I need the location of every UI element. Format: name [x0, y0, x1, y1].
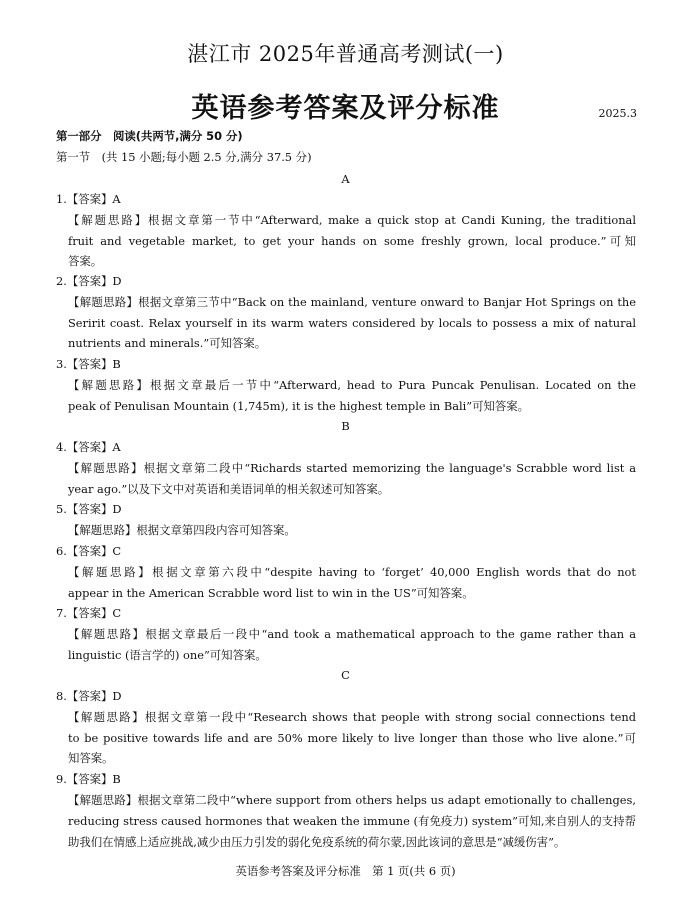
answer-line: 7.【答案】C	[56, 606, 122, 620]
explanation-line: 【解题思路】根据文章最后一节中“Afterward, head to Pura Puncak Penulisan. Located on the	[68, 378, 636, 392]
explanation-line: fruit and vegetable market, to get your hands on some freshly grown, local produce.”可知	[68, 234, 636, 248]
answer-line: 2.【答案】D	[56, 274, 122, 288]
answer-line: 9.【答案】B	[56, 772, 121, 786]
explanation-line: 【解题思路】根据文章第三节中“Back on the mainland, venture onward to Banjar Hot Springs on the	[68, 295, 636, 309]
explanation-line: reducing stress caused hormones that weaken the immune (有免疫力) system”可知,来自别人的支持帮	[68, 814, 636, 828]
answer-line: 8.【答案】D	[56, 689, 122, 703]
explanation-line: 【解题思路】根据文章第四段内容可知答案。	[68, 523, 296, 537]
part-heading: 第一部分 阅读(共两节,满分 50 分)	[56, 129, 243, 143]
document-title: 英语参考答案及评分标准	[191, 93, 500, 124]
exam-title: 湛江市 2025年普通高考测试(一)	[187, 42, 504, 66]
passage-label-a: A	[341, 172, 350, 186]
passage-label-b: B	[341, 419, 350, 433]
explanation-line: appear in the American Scrabble word list to win in the US”可知答案。	[68, 586, 474, 600]
passage-label-c: C	[341, 668, 350, 682]
section-heading: 第一节 (共 15 小题;每小题 2.5 分,满分 37.5 分)	[56, 150, 312, 164]
explanation-line: 【解题思路】根据文章第一节中“Afterward, make a quick stop at Candi Kuning, the traditional	[68, 213, 636, 227]
explanation-line: linguistic (语言学的) one”可知答案。	[68, 648, 267, 662]
explanation-line: 助我们在情感上适应挑战,减少由压力引发的弱化免疫系统的荷尔蒙,因此该词的意思是“减缓伤害”。	[68, 835, 566, 849]
explanation-line: 知答案。	[68, 751, 114, 765]
explanation-line: 【解题思路】根据文章第一段中“Research shows that people with strong social connections tend	[68, 710, 636, 724]
explanation-line: year ago.”以及下文中对英语和美语词单的相关叙述可知答案。	[68, 482, 390, 496]
answer-line: 5.【答案】D	[56, 502, 122, 516]
answer-line: 6.【答案】C	[56, 544, 122, 558]
answer-line: 1.【答案】A	[56, 192, 121, 206]
explanation-line: peak of Penulisan Mountain (1,745m), it is the highest temple in Bali”可知答案。	[68, 399, 530, 413]
explanation-line: 【解题思路】根据文章最后一段中“and took a mathematical approach to the game rather than a	[68, 627, 636, 641]
document-date: 2025.3	[598, 107, 637, 120]
explanation-line: 答案。	[68, 254, 103, 268]
explanation-line: nutrients and minerals.”可知答案。	[68, 336, 267, 350]
answer-line: 4.【答案】A	[56, 440, 121, 454]
explanation-line: 【解题思路】根据文章第六段中“despite having to ‘forget’ 40,000 English words that do not	[68, 565, 636, 579]
explanation-line: to be positive towards life and are 50% more likely to live longer than those who live alone.”可	[68, 731, 636, 745]
explanation-line: Seririt coast. Relax yourself in its warm waters considered by locals to possess a mix of natural	[68, 316, 636, 330]
page-footer: 英语参考答案及评分标准 第 1 页(共 6 页)	[235, 864, 456, 878]
explanation-line: 【解题思路】根据文章第二段中“Richards started memorizing the language's Scrabble word list a	[68, 461, 636, 475]
explanation-line: 【解题思路】根据文章第二段中“where support from others helps us adapt emotionally to challenges,	[68, 793, 636, 807]
answer-line: 3.【答案】B	[56, 357, 121, 371]
